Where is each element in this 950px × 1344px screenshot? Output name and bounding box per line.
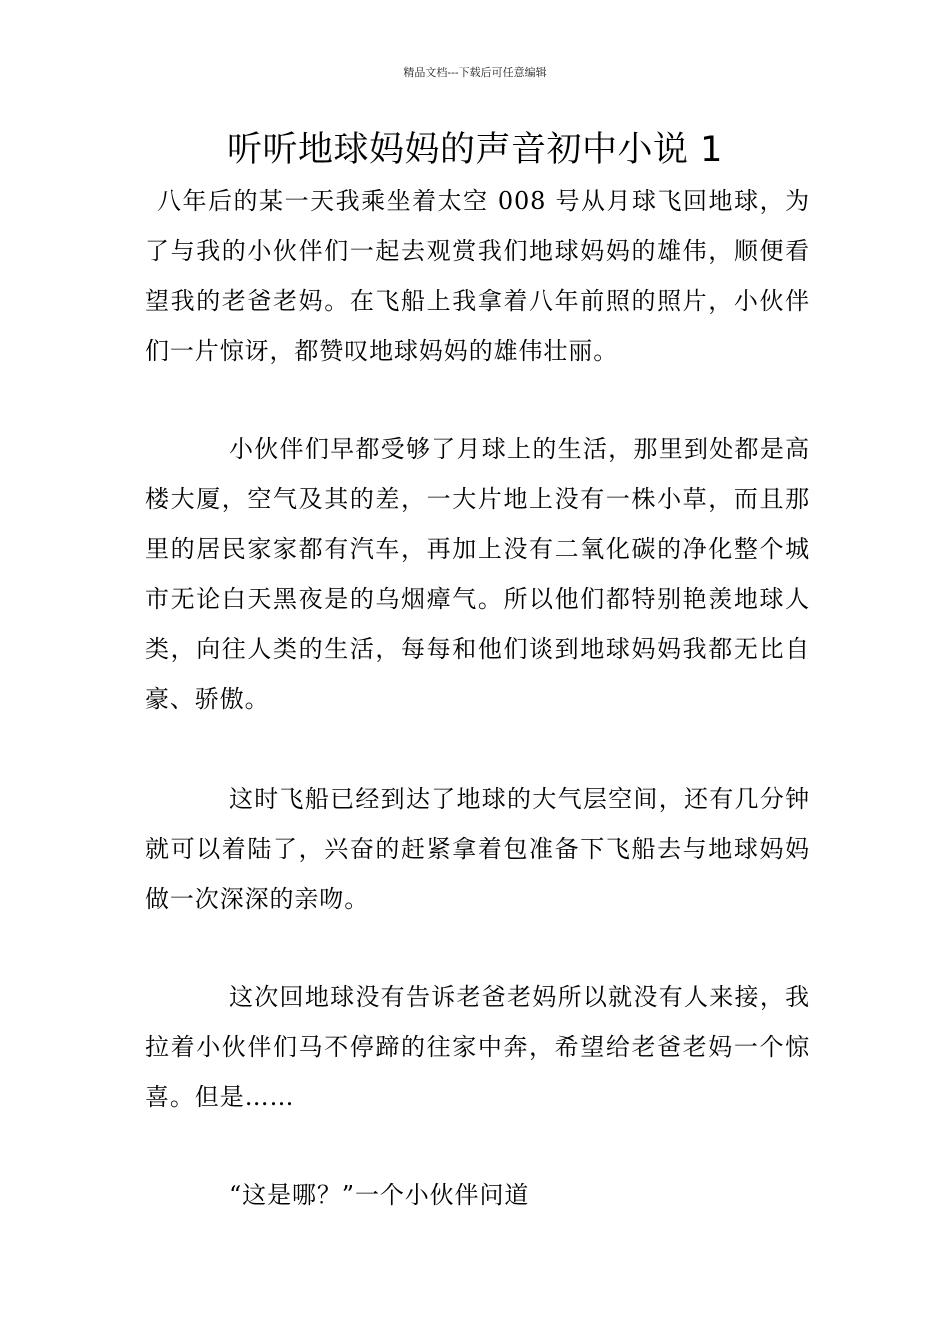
paragraph-3: 这时飞船已经到达了地球的大气层空间，还有几分钟就可以着陆了，兴奋的赶紧拿着包准备下飞船去与地球妈妈做一次深深的亲吻。: [145, 785, 810, 913]
paragraph-5: “这是哪？”一个小伙伴问道: [229, 1181, 530, 1209]
paragraph-2: 小伙伴们早都受够了月球上的生活，那里到处都是高楼大厦，空气及其的差，一大片地上没有一株小草，而且那里的居民家家都有汽车，再加上没有二氧化碳的净化整个城市无论白天黑夜是的乌烟瘴气。所以他们都特别艳羡地球人类，向往人类的生活，每每和他们谈到地球妈妈我都无比自豪、骄傲。: [145, 435, 810, 713]
paragraph-1: 八年后的某一天我乘坐着太空 008 号从月球飞回地球，为了与我的小伙伴们一起去观赏我们地球妈妈的雄伟，顺便看望我的老爸老妈。在飞船上我拿着八年前照的照片，小伙伴们一片惊讶，都赞叹地球妈妈的雄伟壮丽。: [145, 187, 810, 365]
paragraph-4: 这次回地球没有告诉老爸老妈所以就没有人来接，我拉着小伙伴们马不停蹄的往家中奔，希望给老爸老妈一个惊喜。但是……: [145, 983, 810, 1111]
document-title: 听听地球妈妈的声音初中小说 1: [227, 130, 723, 170]
page-header-note: 精品文档---下载后可任意编辑: [403, 66, 547, 79]
